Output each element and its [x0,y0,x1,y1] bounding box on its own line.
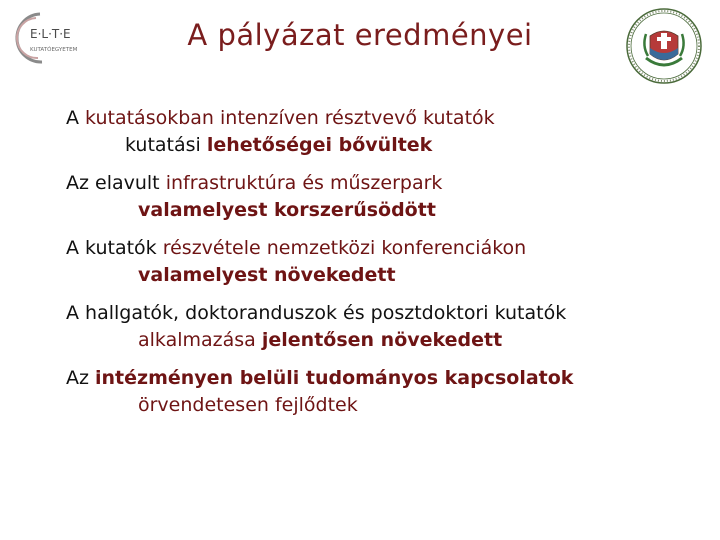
elte-logo-letters: E·L·T·E [30,27,71,41]
result-list [66,105,706,430]
list-item: A hallgatók, doktoranduszok és posztdoktori kutatók alkalmazása jelentősen növekedett [66,302,567,351]
university-seal-logo [624,6,704,86]
elte-logo-subtext: KUTATÓEGYETEM [30,47,78,53]
page-title: A pályázat eredményei [187,18,533,52]
list-item: Az intézményen belüli tudományos kapcsolatok örvendetesen fejlődtek [66,367,574,416]
list-item: A kutatásokban intenzíven résztvevő kutatók kutatási lehetőségei bővültek [66,107,495,156]
list-item: Az elavult infrastruktúra és műszerpark valamelyest korszerűsödött [66,172,443,221]
list-item: A kutatók részvétele nemzetközi konferenciákon valamelyest növekedett [66,237,527,286]
